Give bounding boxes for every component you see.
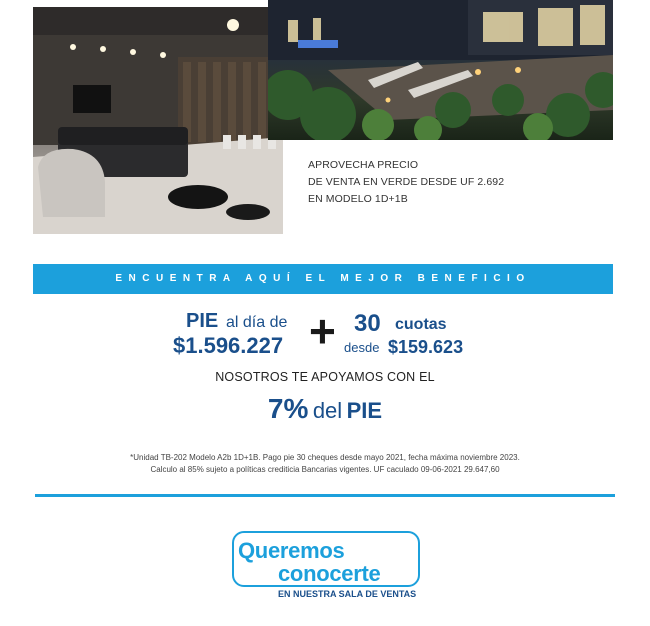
caption-line-2: DE VENTA EN VERDE DESDE UF 2.692 <box>308 176 505 188</box>
discount-row <box>0 393 650 425</box>
pie-label: PIE <box>186 310 219 332</box>
footnote <box>0 452 650 476</box>
living-room-photo <box>33 7 283 234</box>
caption-line-3: EN MODELO 1D+1B <box>308 193 408 205</box>
discount-del: del <box>312 398 343 423</box>
plus-sign: + <box>309 305 336 357</box>
discount-pie: PIE <box>346 398 383 423</box>
divider <box>35 494 615 497</box>
terrace-photo <box>268 0 613 140</box>
footnote-line-1: *Unidad TB-202 Modelo A2b 1D+1B. Pago pie 30 cheques desde mayo 2021, fecha máxima noviembre 2023. <box>130 453 520 462</box>
desde-word: desde <box>344 340 380 355</box>
pie-amount: $1.596.227 <box>173 333 284 358</box>
discount-percent: 7% <box>267 393 309 424</box>
cuotas-word: cuotas <box>395 316 447 333</box>
pie-suffix: al día de <box>226 314 288 331</box>
callout-line-1: Queremos <box>238 538 345 563</box>
benefit-banner: ENCUENTRA AQUÍ EL MEJOR BENEFICIO <box>33 264 613 294</box>
promo-caption <box>308 157 528 208</box>
caption-line-1: APROVECHA PRECIO <box>308 159 419 171</box>
support-text: NOSOTROS TE APOYAMOS CON EL <box>215 370 435 384</box>
callout-line-2: conocerte <box>278 561 381 586</box>
footnote-line-2: Calculo al 85% sujeto a políticas crediticia Bancarias vigentes. UF caculado 09-06-2021 29.647,60 <box>150 465 500 474</box>
cuotas-amount: $159.623 <box>388 337 464 357</box>
cuotas-number: 30 <box>354 310 381 337</box>
callout-subtitle: EN NUESTRA SALA DE VENTAS <box>274 589 420 599</box>
